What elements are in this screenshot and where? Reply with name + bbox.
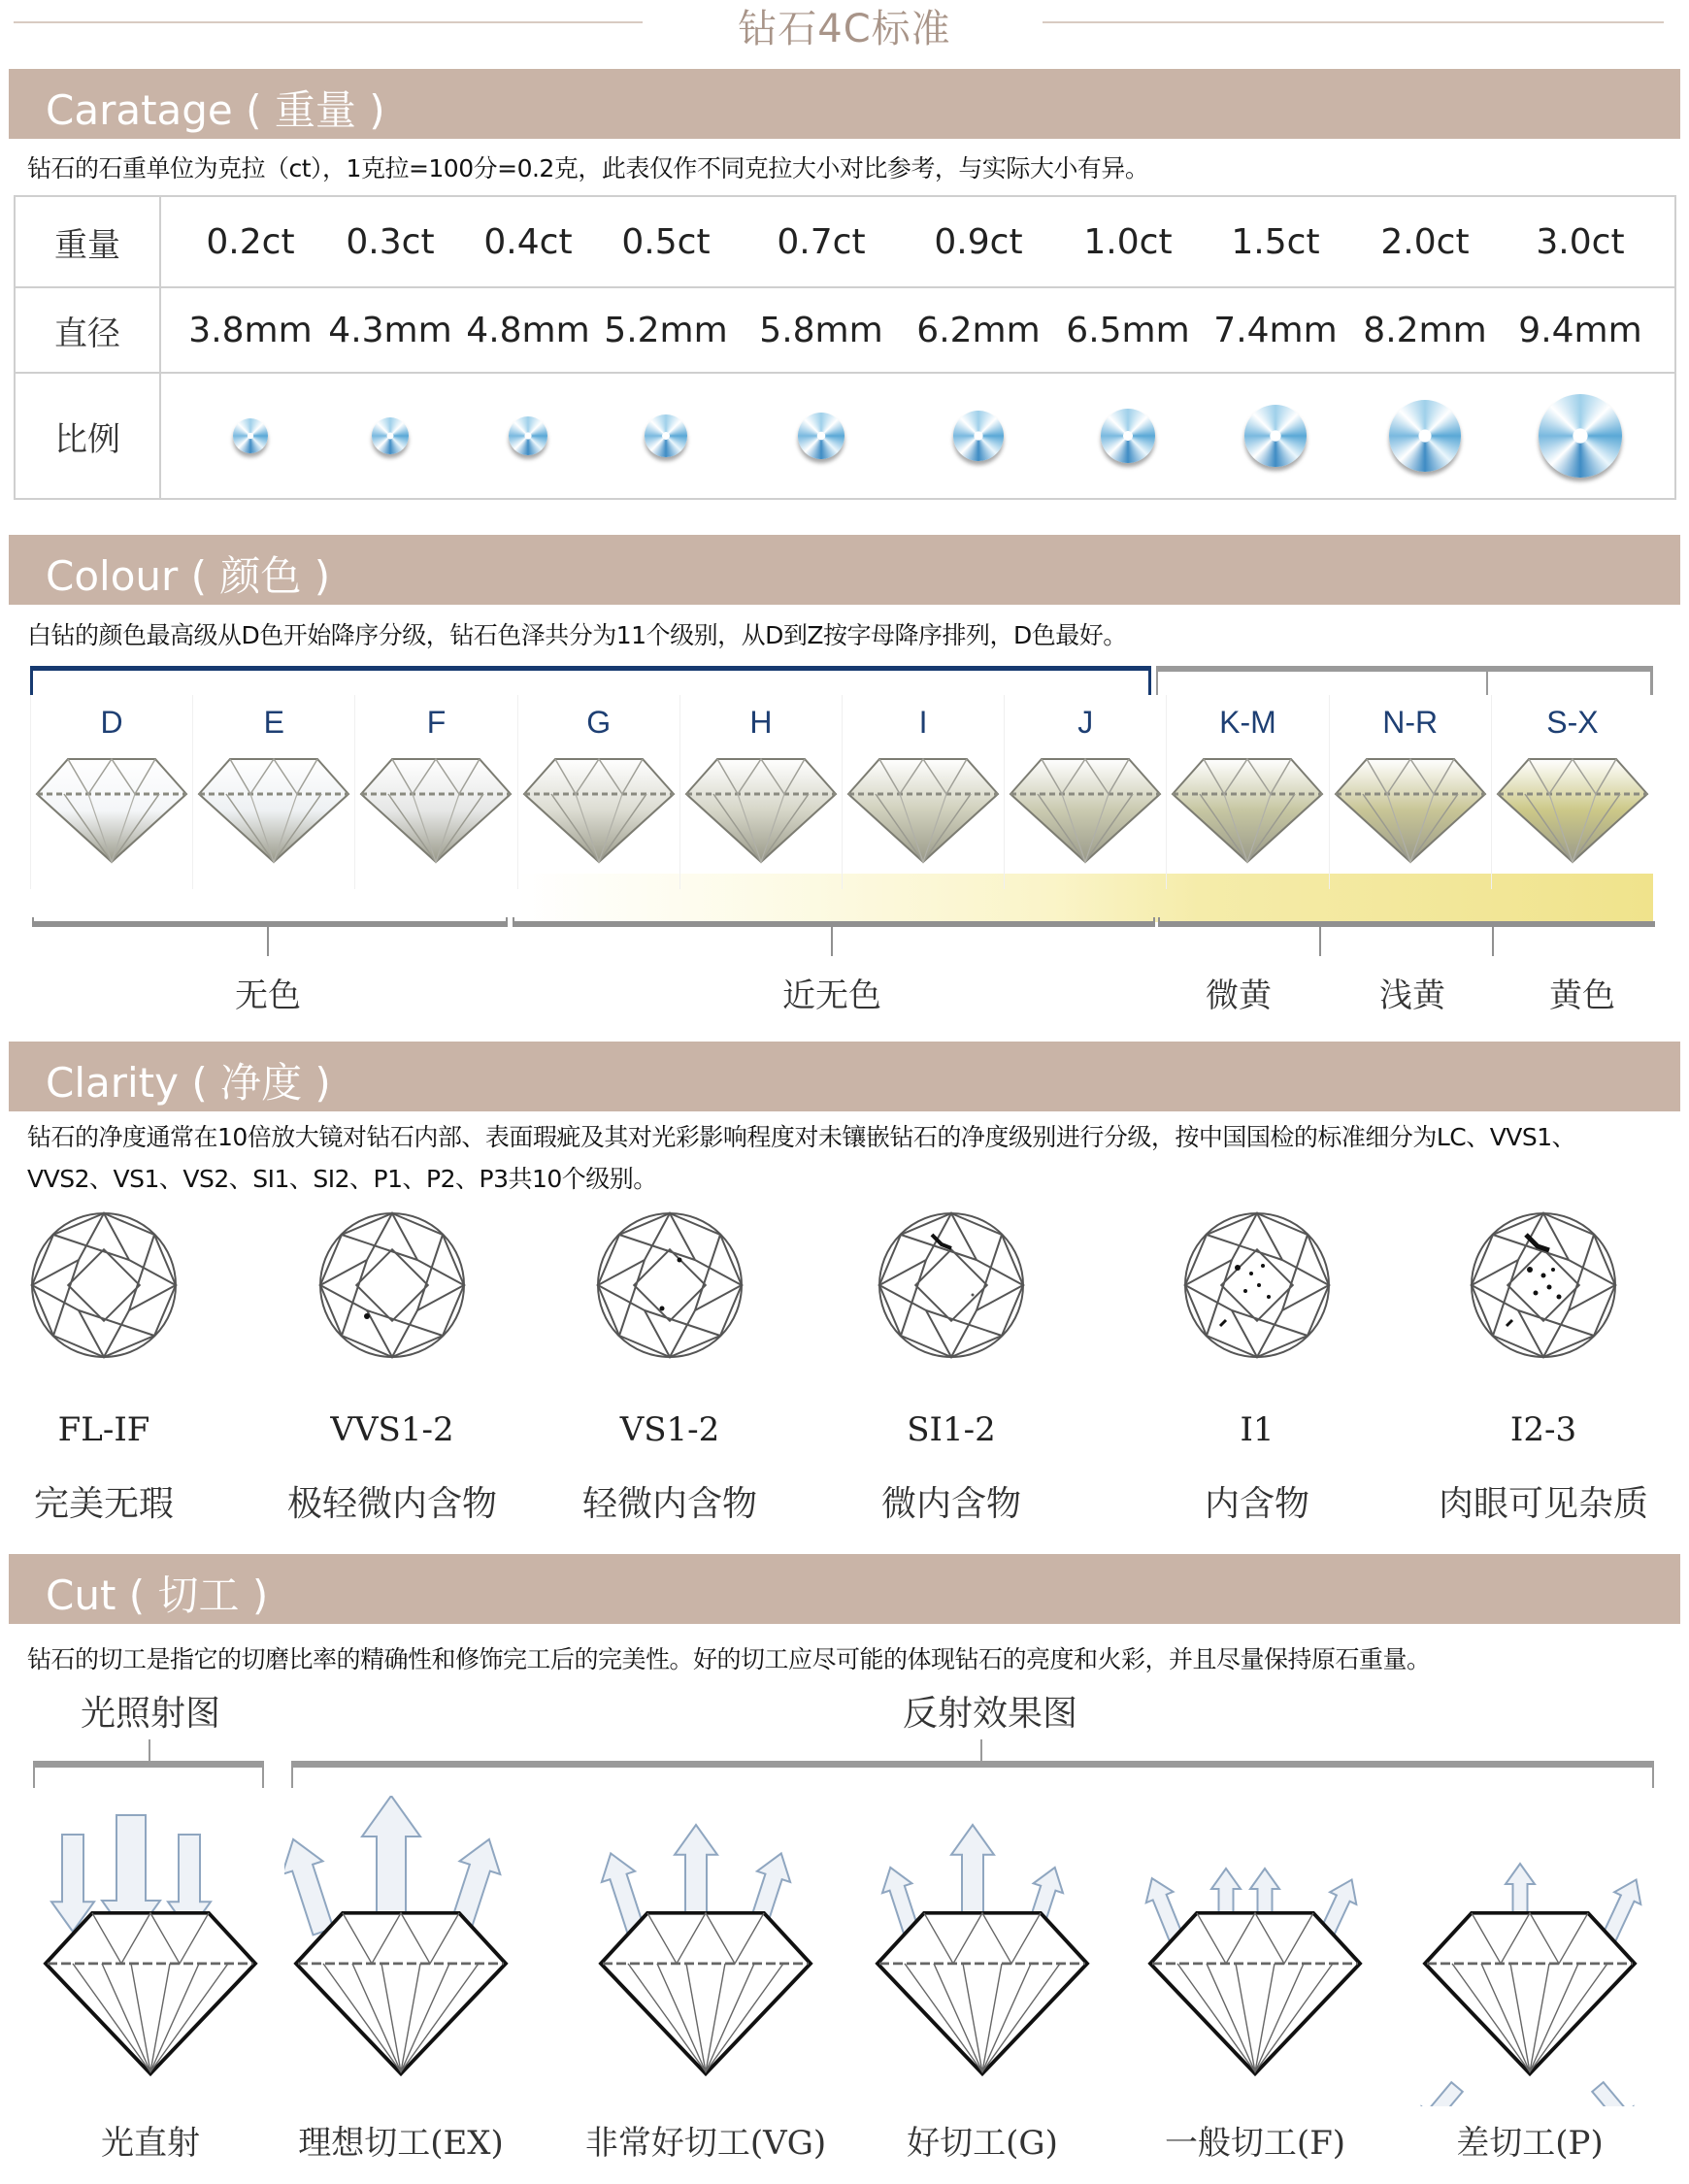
diamond-top-view-icon: [876, 1209, 1027, 1361]
cut-grade-label: 光直射: [101, 2124, 200, 2163]
clarity-name: 轻微内含物: [581, 1484, 758, 1524]
carat-diameter: 8.2mm: [1363, 310, 1487, 350]
diamond-top-view-icon: [316, 1209, 468, 1361]
grade-letter: G: [586, 705, 612, 740]
title-rule-right: [1043, 21, 1664, 23]
section-title: Cut ( 切工 ): [46, 1572, 269, 1619]
section-title: Caratage ( 重量 ): [46, 86, 385, 134]
carat-scale-cell: [192, 374, 309, 498]
round-diamond-icon: [1244, 405, 1307, 467]
color-grade: [30, 695, 192, 889]
clarity-name: 微内含物: [880, 1484, 1022, 1524]
carat-diameter: 6.2mm: [916, 310, 1041, 350]
carat-weight: 0.4ct: [483, 221, 573, 262]
color-grade: [354, 695, 516, 889]
round-diamond-icon: [509, 416, 547, 455]
carat-scale-cell: [920, 374, 1037, 498]
round-diamond-icon: [1539, 394, 1622, 478]
tick: [831, 927, 833, 956]
color-grade: [1329, 695, 1491, 889]
cut-grade-label: 一般切工(F): [1164, 2124, 1346, 2163]
carat-scale-cell: [1217, 374, 1334, 498]
carat-diameter: 9.4mm: [1518, 310, 1642, 350]
table-row-scale: [16, 374, 1674, 498]
diamond-profile-icon: [601, 1913, 811, 2074]
clarity-name: 肉眼可见杂质: [1438, 1484, 1649, 1524]
section-title: Clarity ( 净度 ): [46, 1059, 331, 1107]
clarity-code: VS1-2: [619, 1410, 720, 1449]
cut-grade-label: 好切工(G): [907, 2124, 1058, 2163]
color-grade: [1491, 695, 1653, 889]
reflection-arrows-icon: [866, 1796, 1099, 2106]
grade-letter: I: [918, 705, 928, 740]
diamond-side-icon: [197, 757, 350, 864]
clarity-description-line1: 钻石的净度通常在10倍放大镜对钻石内部、表面瑕疵及其对光彩影响程度对未镶嵌钻石的净度级别进行分级，按中国国检的标准细分为LC、VVS1、: [27, 1123, 1576, 1151]
grade-letter: D: [100, 705, 123, 740]
clarity-code: I2-3: [1509, 1410, 1577, 1449]
clarity-description-line2: VVS2、VS1、VS2、SI1、SI2、P1、P2、P3共10个级别。: [27, 1165, 657, 1193]
carat-weight: 1.0ct: [1083, 221, 1173, 262]
cut-grade: [1413, 1796, 1646, 2087]
color-grade: [1166, 695, 1328, 889]
section-header-caratage: [9, 69, 1680, 139]
round-diamond-icon: [953, 411, 1004, 461]
cut-grade-label: 差切工(P): [1456, 2124, 1604, 2163]
round-diamond-icon: [1101, 409, 1155, 463]
reflection-arrows-icon: [1413, 1796, 1646, 2106]
category-near-colorless: 近无色: [782, 976, 881, 1015]
carat-diameter: 6.5mm: [1066, 310, 1190, 350]
carat-scale-cell: [332, 374, 448, 498]
clarity-name: 内含物: [1204, 1484, 1310, 1524]
round-diamond-icon: [233, 418, 268, 453]
reflection-arrows-icon: [284, 1796, 517, 2106]
bracket-colorless-group: [32, 917, 508, 927]
carat-weight: 0.3ct: [346, 221, 435, 262]
cut-grade: [284, 1796, 517, 2087]
carat-weight: 1.5ct: [1231, 221, 1320, 262]
cut-grade: [34, 1796, 267, 2087]
cut-grade-label: 非常好切工(VG): [584, 2124, 827, 2163]
table-row-weight: [16, 197, 1674, 288]
carat-scale-cell: [1070, 374, 1186, 498]
carat-weight: 0.2ct: [206, 221, 295, 262]
carat-scale-cell: [1522, 374, 1639, 498]
cut-description: 钻石的切工是指它的切磨比率的精确性和修饰完工后的完美性。好的切工应尽可能的体现钻石的亮度和火彩，并且尽量保持原石重量。: [27, 1645, 1431, 1673]
carat-diameter: 7.4mm: [1213, 310, 1338, 350]
tick: [980, 1739, 982, 1763]
diamond-side-icon: [359, 757, 513, 864]
carat-diameter: 5.8mm: [759, 310, 883, 350]
table-row-diameter: [16, 288, 1674, 374]
clarity-code: FL-IF: [57, 1410, 150, 1449]
carat-size-table: [14, 195, 1676, 500]
diamond-profile-icon: [46, 1913, 255, 2074]
grade-letter: N-R: [1382, 705, 1439, 740]
tick: [1492, 927, 1494, 956]
section-header-clarity: [9, 1042, 1680, 1111]
carat-weight: 2.0ct: [1380, 221, 1470, 262]
tick: [1319, 927, 1321, 956]
tick: [149, 1739, 150, 1763]
color-grade: [842, 695, 1004, 889]
color-grade: [517, 695, 679, 889]
carat-weight: 0.9ct: [934, 221, 1023, 262]
grade-letter: H: [749, 705, 773, 740]
color-grade: [679, 695, 842, 889]
bracket-tinted: [1156, 666, 1653, 695]
row-header: 重量: [16, 197, 161, 286]
grade-letter: K-M: [1219, 705, 1276, 740]
carat-diameter: 4.8mm: [466, 310, 590, 350]
bracket-yellow-group: [1158, 917, 1655, 927]
grade-letter: E: [263, 705, 284, 740]
incident-light-label: 光照射图: [80, 1694, 221, 1734]
diamond-profile-icon: [1425, 1913, 1635, 2074]
row-header: 比例: [16, 374, 161, 498]
grade-letter: S-X: [1546, 705, 1599, 740]
diamond-side-icon: [684, 757, 838, 864]
clarity-code: VVS1-2: [330, 1410, 454, 1449]
incident-light-arrows-icon: [34, 1796, 267, 2106]
section-header-colour: [9, 535, 1680, 605]
reflection-arrows-icon: [589, 1796, 822, 2106]
bracket-incident: [33, 1761, 264, 1788]
carat-scale-cell: [608, 374, 724, 498]
color-grade: [192, 695, 354, 889]
diamond-top-view-icon: [1181, 1209, 1333, 1361]
carat-scale-cell: [1367, 374, 1483, 498]
row-header: 直径: [16, 288, 161, 372]
bracket-colorless: [30, 666, 1151, 695]
diamond-side-icon: [1171, 757, 1324, 864]
round-diamond-icon: [798, 413, 844, 459]
carat-weight: 0.5ct: [621, 221, 711, 262]
diamond-side-icon: [846, 757, 1000, 864]
diamond-profile-icon: [296, 1913, 506, 2074]
caratage-description: 钻石的石重单位为克拉（ct），1克拉=100分=0.2克，此表仅作不同克拉大小对比参考，与实际大小有异。: [27, 154, 1149, 182]
section-title: Colour ( 颜色 ): [46, 552, 331, 600]
bracket-reflection: [291, 1761, 1654, 1788]
cut-grade-label: 理想切工(EX): [298, 2124, 504, 2163]
carat-weight: 3.0ct: [1536, 221, 1625, 262]
diamond-top-view-icon: [594, 1209, 745, 1361]
reflection-label: 反射效果图: [902, 1694, 1078, 1734]
carat-weight: 0.7ct: [777, 221, 866, 262]
clarity-name: 完美无瑕: [33, 1484, 175, 1524]
colour-description: 白钻的颜色最高级从D色开始降序分级，钻石色泽共分为11个级别，从D到Z按字母降序排列，D色最好。: [27, 621, 1127, 649]
clarity-code: I1: [1240, 1410, 1275, 1449]
carat-diameter: 5.2mm: [604, 310, 728, 350]
cut-grade: [589, 1796, 822, 2087]
diamond-top-view-icon: [1468, 1209, 1619, 1361]
carat-scale-cell: [470, 374, 586, 498]
grade-letter: J: [1077, 705, 1094, 740]
diamond-profile-icon: [878, 1913, 1087, 2074]
round-diamond-icon: [372, 417, 409, 454]
diamond-side-icon: [522, 757, 676, 864]
category-faint-yellow: 微黄: [1206, 976, 1272, 1015]
color-grade: [1004, 695, 1166, 889]
tick: [267, 927, 269, 956]
page-title: 钻石4C标准: [738, 7, 951, 51]
bracket-divider: [1486, 670, 1488, 695]
carat-diameter: 3.8mm: [188, 310, 313, 350]
diamond-side-icon: [1496, 757, 1649, 864]
round-diamond-icon: [645, 414, 687, 457]
diamond-side-icon: [1334, 757, 1487, 864]
diamond-top-view-icon: [28, 1209, 180, 1361]
cut-grade: [866, 1796, 1099, 2087]
round-diamond-icon: [1389, 400, 1461, 472]
category-yellow: 黄色: [1549, 976, 1615, 1015]
diamond-side-icon: [1009, 757, 1162, 864]
grade-letter: F: [426, 705, 447, 740]
diamond-profile-icon: [1150, 1913, 1360, 2074]
cut-grade: [1139, 1796, 1372, 2087]
clarity-name: 极轻微内含物: [286, 1484, 498, 1524]
reflection-arrows-icon: [1139, 1796, 1372, 2106]
bracket-near-colorless-group: [513, 917, 1155, 927]
clarity-code: SI1-2: [907, 1410, 996, 1449]
category-colorless: 无色: [235, 976, 301, 1015]
diamond-side-icon: [35, 757, 188, 864]
section-header-cut: [9, 1554, 1680, 1624]
carat-scale-cell: [763, 374, 879, 498]
category-very-light-yellow: 浅黄: [1379, 976, 1445, 1015]
carat-diameter: 4.3mm: [328, 310, 452, 350]
